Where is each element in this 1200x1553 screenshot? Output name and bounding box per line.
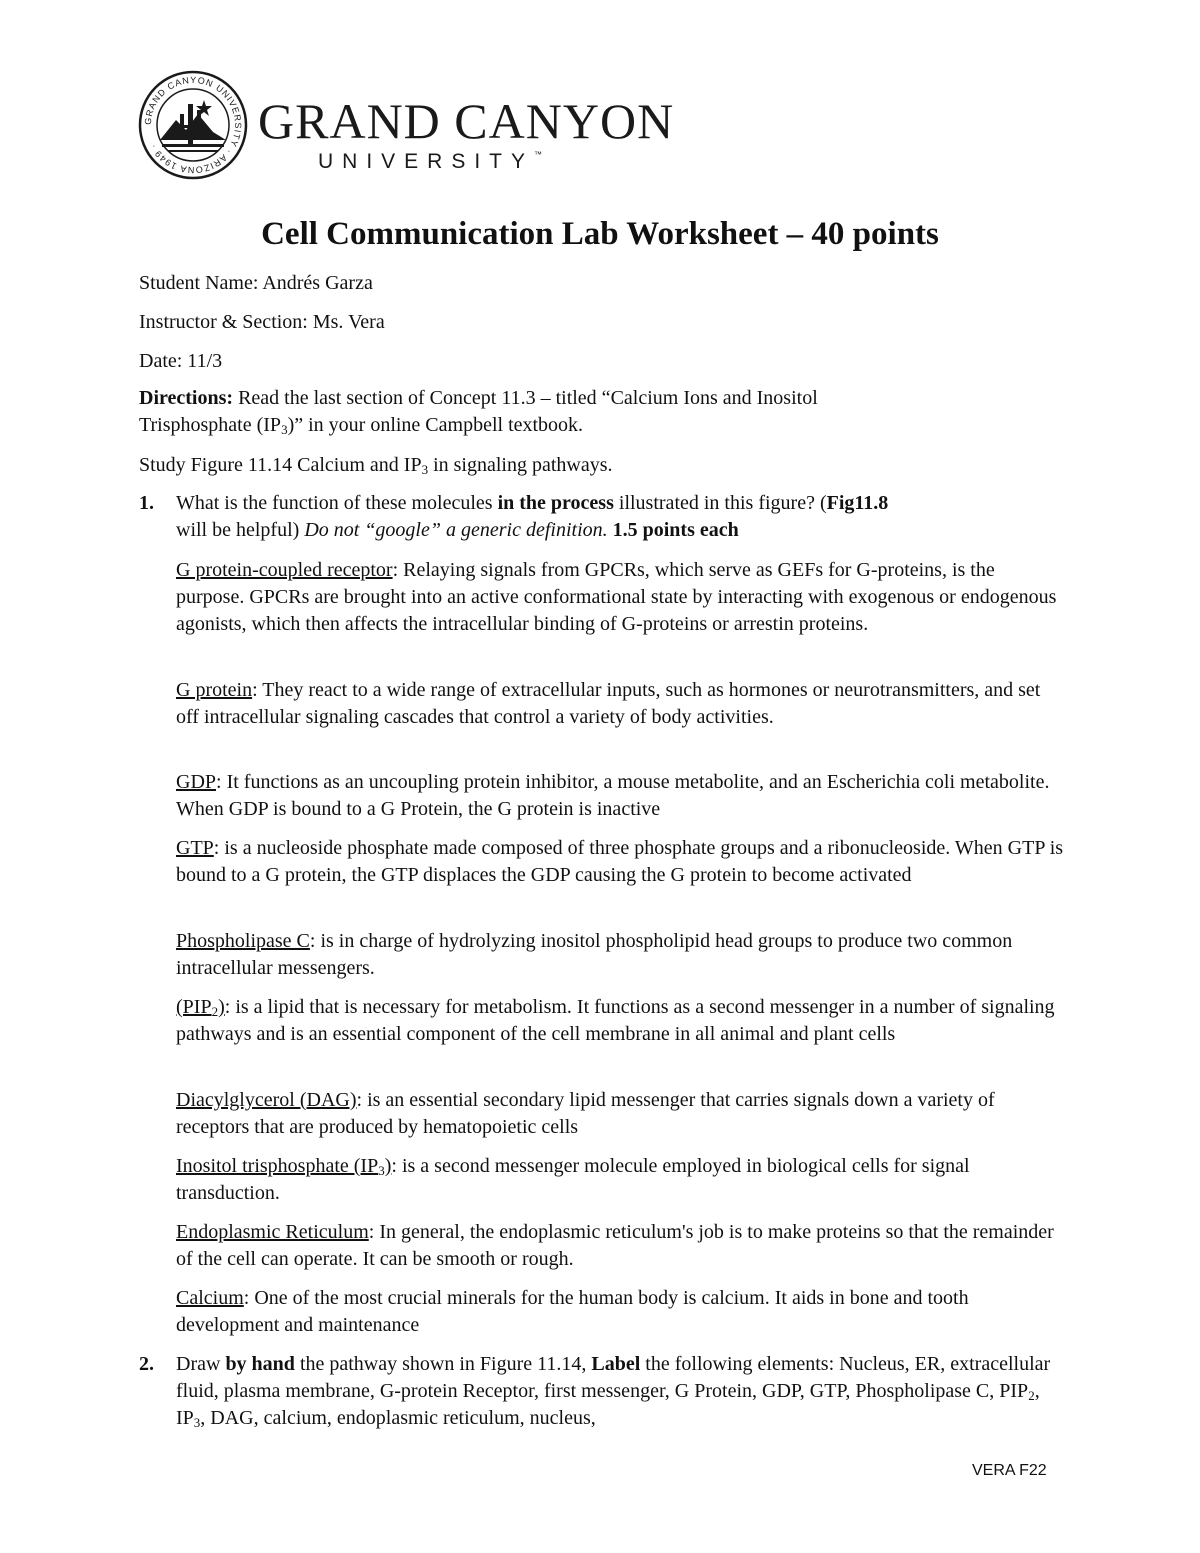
term-ip3-a: Inositol trisphosphate (IP: [176, 1155, 379, 1177]
q1-part-4: Fig11.8: [826, 492, 889, 514]
date: Date: 11/3: [139, 350, 223, 372]
term-calcium: Calcium: [176, 1287, 244, 1309]
question-1-text: [176, 490, 1066, 544]
answer-text: They react to a wide range of extracellular inputs, such as hormones or neurotransmitters, and set off intracellular signaling cascades that control a variety of body activities.: [176, 679, 1041, 728]
term-pip2-sub: 2: [211, 1004, 219, 1019]
answer-sep: :: [391, 1155, 402, 1177]
answer-sep: :: [224, 996, 236, 1018]
term-g-protein: G protein: [176, 679, 253, 701]
study-sub: 3: [421, 462, 429, 477]
answer-gtp: [176, 835, 1066, 889]
answer-gpcr: [176, 557, 1066, 638]
term-ip3-sub: 3: [378, 1163, 385, 1178]
study-text-1: Study Figure 11.14 Calcium and IP: [139, 454, 422, 476]
answer-sep: :: [243, 1287, 255, 1309]
answer-sep: :: [392, 559, 404, 581]
q2-part-2: by hand: [225, 1353, 295, 1375]
question-2-text: [176, 1351, 1066, 1432]
answer-text: is in charge of hydrolyzing inositol phospholipid head groups to produce two common intracellular messengers.: [176, 930, 1013, 979]
directions-sub: 3: [281, 422, 288, 437]
q1-part-3: illustrated in this figure? (: [613, 492, 827, 514]
answer-text: In general, the endoplasmic reticulum's job is to make proteins so that the remainder of the cell can operate. It can be smooth or rough.: [176, 1221, 1054, 1270]
page-title: Cell Communication Lab Worksheet – 40 points: [261, 216, 939, 252]
answer-calcium: [176, 1285, 1066, 1339]
answer-text: It functions as an uncoupling protein inhibitor, a mouse metabolite, and an Escherichia coli metabolite. When GDP is bound to a G Protein, the G protein is inactive: [176, 771, 1050, 820]
wordmark-university-text: UNIVERSITY: [318, 150, 535, 173]
term-phospholipase-c: Phospholipase C: [176, 930, 310, 952]
term-gdp: GDP: [176, 771, 217, 793]
q2-part-6: , IP: [176, 1380, 1040, 1429]
term-gpcr: G protein-coupled receptor: [176, 559, 393, 581]
answer-pip2: [176, 994, 1066, 1048]
term-dag: Diacylglycerol (DAG): [176, 1089, 357, 1111]
directions-text-1: Read the last section of Concept 11.3 – titled “Calcium Ions and Inositol: [233, 387, 818, 409]
term-er: Endoplasmic Reticulum: [176, 1221, 369, 1243]
university-seal-icon: [138, 70, 248, 180]
instructor-section: Instructor & Section: Ms. Vera: [139, 311, 385, 333]
answer-g-protein: [176, 677, 1066, 731]
q1-part-5: will be helpful): [176, 519, 305, 541]
answer-text: One of the most crucial minerals for the human body is calcium. It aids in bone and tooth development and maintenance: [176, 1287, 969, 1336]
answer-sep: :: [309, 930, 321, 952]
answer-sep: :: [252, 679, 263, 701]
q2-sub-1: 2: [1028, 1388, 1035, 1403]
student-name: Student Name: Andrés Garza: [139, 272, 373, 294]
q2-part-5: the following elements: Nucleus, ER, extracellular fluid, plasma membrane, G-protein Receptor, first messenger, G Protein, GDP, GTP, Phospholipase C, PIP: [176, 1353, 1051, 1402]
directions-text-3: )” in your online Campbell textbook.: [287, 414, 584, 436]
answer-text: is a nucleoside phosphate made composed of three phosphate groups and a ribonucleoside. When GTP is bound to a G protein, the GTP displaces the GDP causing the G protein to become activated: [176, 837, 1064, 886]
q1-part-7: 1.5 points each: [607, 519, 739, 541]
answer-text: is a lipid that is necessary for metabolism. It functions as a second messenger in a number of signaling pathways and is an essential component of the cell membrane in all animal and plant cells: [176, 996, 1055, 1045]
term-ip3-b: ): [384, 1155, 392, 1177]
answer-ip3: [176, 1153, 1066, 1207]
answer-sep: :: [213, 837, 225, 859]
answer-gdp: [176, 769, 1066, 823]
page-footer: VERA F22: [972, 1462, 1047, 1479]
university-logo: [138, 70, 675, 180]
answer-dag: [176, 1087, 1066, 1141]
directions-label: Directions:: [139, 387, 234, 409]
trademark-symbol: ™: [534, 150, 543, 159]
q2-part-3: the pathway shown in Figure 11.14,: [294, 1353, 592, 1375]
seal-text: GRAND CANYON UNIVERSITY · ARIZONA 1949 ·: [142, 74, 244, 176]
term-ip3: [176, 1155, 391, 1177]
answer-phospholipase-c: [176, 928, 1066, 982]
term-pip2-a: (PIP: [176, 996, 212, 1018]
answer-text: Relaying signals from GPCRs, which serve as GEFs for G-proteins, is the purpose. GPCRs are brought into an active conformational state by interacting with exogenous or endogenous agonists, which then affects the intracellular binding of G-proteins or arrestin proteins.: [176, 559, 1057, 635]
question-2-number: 2.: [139, 1353, 154, 1375]
answer-sep: :: [216, 771, 227, 793]
wordmark-grand-canyon: GRAND CANYON: [258, 93, 675, 149]
wordmark-university: [318, 150, 542, 174]
directions-text-2: Trisphosphate (IP: [139, 414, 282, 436]
term-pip2: [176, 996, 225, 1018]
study-text-2: in signaling pathways.: [428, 454, 613, 476]
q2-sub-2: 3: [193, 1415, 201, 1430]
answer-sep: :: [356, 1089, 368, 1111]
term-gtp: GTP: [176, 837, 214, 859]
q1-part-6: Do not “google” a generic definition.: [304, 519, 608, 541]
answer-text: is an essential secondary lipid messenger that carries signals down a variety of receptors that are produced by hematopoietic cells: [176, 1089, 995, 1138]
directions: [139, 385, 1039, 439]
q1-part-2: in the process: [497, 492, 614, 514]
q1-part-1: What is the function of these molecules: [176, 492, 498, 514]
answer-text: is a second messenger molecule employed in biological cells for signal transduction.: [176, 1155, 970, 1204]
q2-part-4: Label: [591, 1353, 641, 1375]
q2-part-7: , DAG, calcium, endoplasmic reticulum, nucleus,: [200, 1407, 596, 1429]
answer-er: [176, 1219, 1066, 1273]
question-1-number: 1.: [139, 492, 154, 514]
term-pip2-b: ): [218, 996, 225, 1018]
q2-part-1: Draw: [176, 1353, 226, 1375]
study-figure: [139, 452, 613, 479]
answer-sep: :: [368, 1221, 380, 1243]
